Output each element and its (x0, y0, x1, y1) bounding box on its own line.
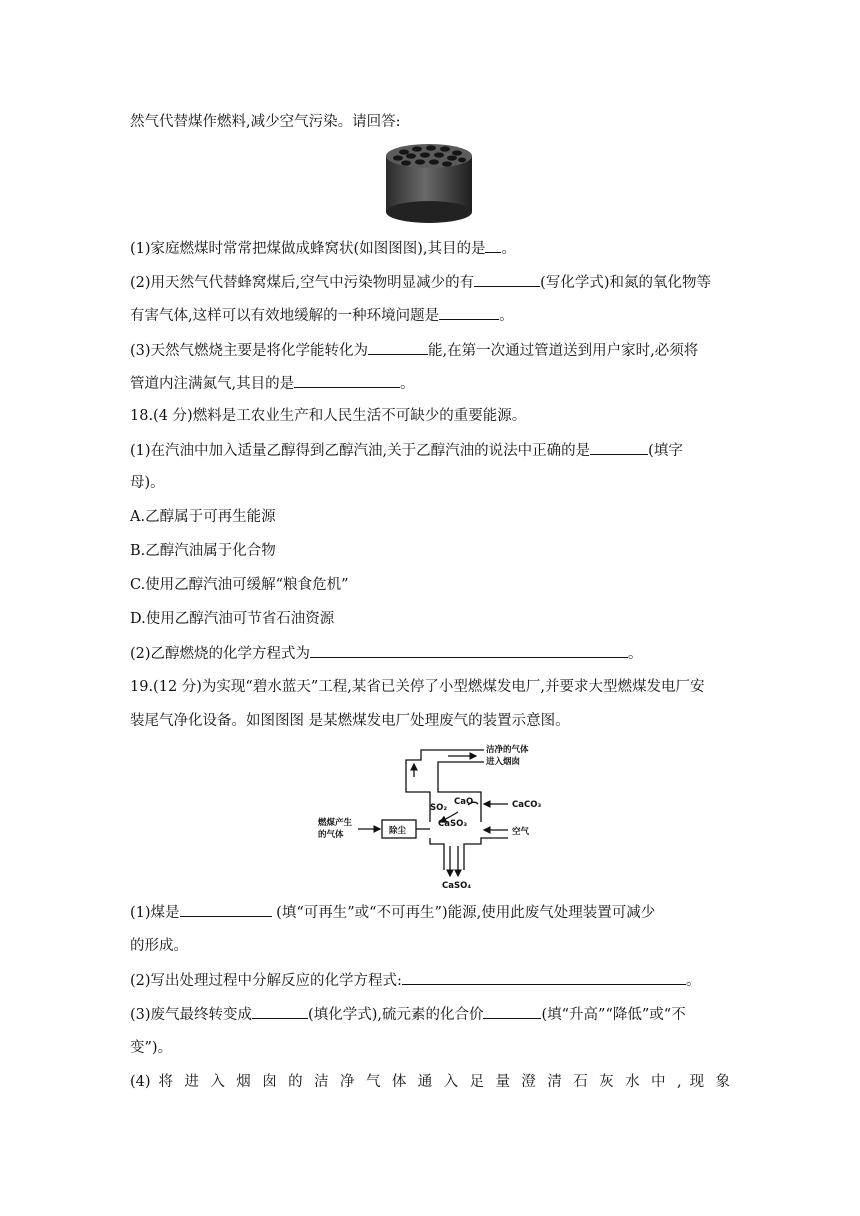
label-caso3: CaSO₃ (438, 819, 468, 829)
q17-part2-line2: 有害气体,这样可以有效地缓解的一种环境问题是 。 (130, 305, 514, 326)
honeycomb-coal-image (384, 142, 474, 224)
answer-blank[interactable] (310, 643, 628, 658)
q18-option-d: D.使用乙醇汽油可节省石油资源 (130, 611, 335, 627)
q18-header: 18.(4 分)燃料是工农业生产和人民生活不可缺少的重要能源。 (130, 408, 527, 424)
q19-part2: (2)写出处理过程中分解反应的化学方程式: 。 (130, 970, 700, 991)
q18-part1-line1: (1)在汽油中加入适量乙醇得到乙醇汽油,关于乙醇汽油的说法中正确的是 (填字 (130, 440, 683, 461)
q17-part2-line1: (2)用天然气代替蜂窝煤后,空气中污染物明显减少的有 (写化学式)和氮的氧化物等 (130, 272, 711, 293)
q17-part1: (1)家庭燃煤时常常把煤做成蜂窝状(如图图图),其目的是 。 (130, 238, 516, 259)
intro-line: 然气代替煤作燃料,减少空气污染。请回答: (130, 114, 401, 130)
flue-gas-treatment-diagram (318, 742, 558, 892)
q18-option-c: C.使用乙醇汽油可缓解“粮食危机” (130, 577, 349, 593)
answer-blank[interactable] (252, 1004, 308, 1019)
answer-blank[interactable] (368, 340, 428, 355)
q17-part3-line1: (3)天然气燃烧主要是将化学能转化为 能,在第一次通过管道送到用户家时,必须将 (130, 340, 698, 361)
label-caco3: CaCO₃ (512, 800, 542, 810)
q18-part2: (2)乙醇燃烧的化学方程式为 。 (130, 643, 643, 664)
answer-blank[interactable] (474, 272, 540, 287)
q19-header-line2: 装尾气净化设备。如图图图 是某燃煤发电厂处理废气的装置示意图。 (130, 713, 570, 729)
label-caso4: CaSO₄ (442, 881, 472, 891)
q19-part1-line1: (1)煤是 (填“可再生”或“不可再生”)能源,使用此废气处理装置可减少 (130, 902, 655, 923)
answer-blank[interactable] (483, 1004, 541, 1019)
q19-header-line1: 19.(12 分)为实现“碧水蓝天”工程,某省已关停了小型燃煤发电厂,并要求大型燃煤发电厂安 (130, 679, 705, 695)
label-clean-gas-1: 洁净的气体 (486, 745, 529, 755)
label-clean-gas-2: 进入烟囱 (486, 757, 521, 767)
label-source-2: 的气体 (318, 830, 344, 840)
answer-blank[interactable] (180, 902, 272, 917)
q19-part4: (4) 将 进 入 烟 囱 的 洁 净 气 体 通 入 足 量 澄 清 石 灰 水 中 , 现 象 (130, 1074, 730, 1090)
q18-option-a: A.乙醇属于可再生能源 (130, 509, 276, 525)
answer-blank[interactable] (485, 238, 501, 253)
label-source-1: 燃煤产生 (318, 818, 353, 828)
q19-part3-line1: (3)废气最终转变成 (填化学式),硫元素的化合价 (填“升高”“降低”或“不 (130, 1004, 686, 1025)
answer-blank[interactable] (439, 305, 499, 320)
q19-part1-line2: 的形成。 (130, 938, 188, 954)
q19-part3-line2: 变”)。 (130, 1040, 173, 1056)
q18-part1-line2: 母)。 (130, 475, 165, 491)
answer-blank[interactable] (402, 970, 686, 985)
q18-option-b: B.乙醇汽油属于化合物 (130, 543, 276, 559)
q17-part3-line2: 管道内注满氮气,其目的是 。 (130, 373, 415, 394)
label-cao: CaO (454, 797, 474, 807)
answer-blank[interactable] (294, 373, 400, 388)
label-dust: 除尘 (389, 826, 407, 836)
label-air: 空气 (512, 827, 530, 837)
label-so2: SO₂ (430, 803, 448, 813)
answer-blank[interactable] (590, 440, 648, 455)
